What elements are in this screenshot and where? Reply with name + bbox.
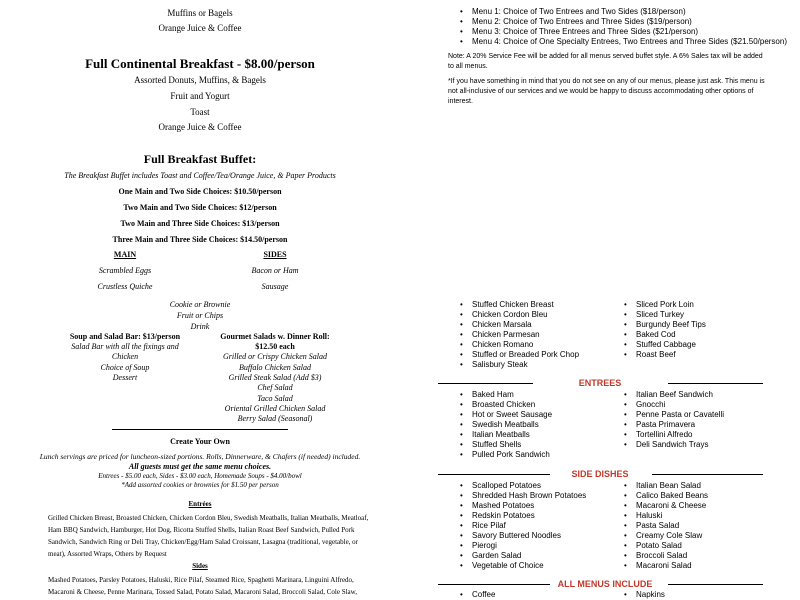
side-item: Bacon or Ham xyxy=(251,266,299,275)
specialty-item: • Sliced Turkey xyxy=(624,310,706,320)
entrees-header: ENTREES xyxy=(578,378,622,388)
create-own-line: Lunch servings are priced for luncheon-sized portions. Rolls, Dinnerware, & Chafers (if needed) included. xyxy=(39,452,361,461)
sides-list-left xyxy=(460,481,586,571)
continental-item: Assorted Donuts, Muffins, & Bagels xyxy=(134,75,266,85)
entree-item: • Italian Meatballs xyxy=(460,430,552,440)
side-item: • Vegetable of Choice xyxy=(460,561,586,571)
menu-option: • Menu 4: Choice of One Specialty Entrees, Two Entrees and Three Sides ($21.50/person) xyxy=(460,37,787,47)
specialty-item: • Chicken Cordon Bleu xyxy=(460,310,579,320)
specialty-item: • Chicken Romano xyxy=(460,340,579,350)
entree-item: • Deli Sandwich Trays xyxy=(624,440,724,450)
soup-salad-line: Chicken xyxy=(111,352,139,361)
include-list-left xyxy=(460,590,495,600)
soup-salad-line: Salad Bar with all the fixings and xyxy=(71,342,179,351)
entree-item: • Swedish Meatballs xyxy=(460,420,552,430)
side-item: • Garden Salad xyxy=(460,551,586,561)
entree-item: • Broasted Chicken xyxy=(460,400,552,410)
specialty-item: • Chicken Parmesan xyxy=(460,330,579,340)
include-list-right xyxy=(624,590,665,600)
side-item: • Italian Bean Salad xyxy=(624,481,708,491)
buffet-price: One Main and Two Side Choices: $10.50/person xyxy=(118,187,282,196)
specialty-item: • Chicken Marsala xyxy=(460,320,579,330)
sides-list-right xyxy=(624,481,708,571)
specialty-item: • Baked Cod xyxy=(624,330,706,340)
muffins-line: Muffins or Bagels xyxy=(167,8,233,18)
entree-item: • Pulled Pork Sandwich xyxy=(460,450,552,460)
full-buffet-subtitle: The Breakfast Buffet includes Toast and Coffee/Tea/Orange Juice, & Paper Products xyxy=(64,171,336,180)
side-item: • Calico Baked Beans xyxy=(624,491,708,501)
include-item: • Napkins xyxy=(624,590,665,600)
divider xyxy=(438,474,550,475)
entree-item: • Tortellini Alfredo xyxy=(624,430,724,440)
oj-line: Orange Juice & Coffee xyxy=(158,23,242,33)
side-item: • Pierogi xyxy=(460,541,586,551)
entrees-list-left xyxy=(460,390,552,460)
buffet-price: Three Main and Three Side Choices: $14.50/person xyxy=(112,235,288,244)
entrees-header: Entrées xyxy=(188,500,212,508)
specialty-item: • Stuffed Cabbage xyxy=(624,340,706,350)
specialty-item: • Roast Beef xyxy=(624,350,706,360)
soup-salad-title: Soup and Salad Bar: $13/person xyxy=(69,332,181,341)
divider xyxy=(652,474,763,475)
side-item: • Shredded Hash Brown Potatoes xyxy=(460,491,586,501)
side-item: • Macaroni & Cheese xyxy=(624,501,708,511)
specialty-list-right xyxy=(624,300,706,360)
entree-item: • Italian Beef Sandwich xyxy=(624,390,724,400)
side-item: • Pasta Salad xyxy=(624,521,708,531)
main-item: Scrambled Eggs xyxy=(98,266,152,275)
entree-item: • Baked Ham xyxy=(460,390,552,400)
side-item: • Macaroni Salad xyxy=(624,561,708,571)
custom-request-note: *If you have something in mind that you do not see on any of our menus, please just ask. This menu is not all-inclusive of our services and we would be happy to discuss accommodating other options of interest. xyxy=(448,78,765,105)
side-item: • Haluski xyxy=(624,511,708,521)
specialty-item: • Stuffed Chicken Breast xyxy=(460,300,579,310)
divider xyxy=(112,429,288,430)
gourmet-item: Grilled Steak Salad (Add $3) xyxy=(228,373,322,382)
divider xyxy=(438,383,533,384)
gourmet-item: Oriental Grilled Chicken Salad xyxy=(224,404,326,413)
cookie-line: Cookie or Brownie xyxy=(169,300,231,309)
menu-option: • Menu 1: Choice of Two Entrees and Two Sides ($18/person) xyxy=(460,7,787,17)
divider xyxy=(668,383,763,384)
main-header: MAIN xyxy=(113,250,137,259)
soup-salad-line: Dessert xyxy=(112,373,138,382)
gourmet-price: $12.50 each xyxy=(255,342,295,351)
create-own-line: All guests must get the same menu choices. xyxy=(128,462,272,471)
specialty-item: • Stuffed or Breaded Pork Chop xyxy=(460,350,579,360)
side-item: • Broccoli Salad xyxy=(624,551,708,561)
buffet-price: Two Main and Three Side Choices: $13/person xyxy=(120,219,280,228)
create-own-title: Create Your Own xyxy=(170,437,230,446)
side-item: • Savory Buttered Noodles xyxy=(460,531,586,541)
entrees-list-right xyxy=(624,390,724,450)
entree-item: • Stuffed Shells xyxy=(460,440,552,450)
side-item: • Potato Salad xyxy=(624,541,708,551)
service-fee-note: Note: A 20% Service Fee will be added for all menus served buffet style. A 6% Sales tax will be added to all menus. xyxy=(448,53,763,70)
gourmet-title: Gourmet Salads w. Dinner Roll: xyxy=(220,332,330,341)
sides-text: Mashed Potatoes, Parsley Potatoes, Haluski, Rice Pilaf, Steamed Rice, Spaghetti Marinara, Linguini Alfredo, Macaroni & Cheese, Penne Marinara, Tossed Salad, Potato Salad, Macaroni Salad, Broccoli Salad, Cole Slaw, xyxy=(48,576,357,596)
gourmet-item: Berry Salad (Seasonal) xyxy=(237,414,313,423)
entree-item: • Pasta Primavera xyxy=(624,420,724,430)
gourmet-item: Chef Salad xyxy=(257,383,293,392)
specialty-item: • Burgundy Beef Tips xyxy=(624,320,706,330)
side-item: Sausage xyxy=(261,282,289,291)
sides-header: SIDES xyxy=(263,250,287,259)
cookie-line: Drink xyxy=(190,322,210,331)
entrees-text: Grilled Chicken Breast, Broasted Chicken, Chicken Cordon Bleu, Swedish Meatballs, Italian Meatballs, Meatloaf, Ham BBQ Sandwich, Hamburger, Hot Dog, Ricotta Stuffed Shells, Italian Roast Beef Sandwich, Pulled Pork Sandwich, Sandwich Ring or Deli Tray, Chicken/Egg/Ham Salad Croissant, Lasagna (traditional, vegetable, or meat), Assorted Wraps, Others by Request xyxy=(48,514,369,558)
continental-item: Toast xyxy=(190,107,210,117)
continental-title: Full Continental Breakfast - $8.00/person xyxy=(85,56,315,71)
gourmet-item: Buffalo Chicken Salad xyxy=(239,363,311,372)
continental-item: Orange Juice & Coffee xyxy=(158,122,242,132)
side-item: • Scalloped Potatoes xyxy=(460,481,586,491)
side-dishes-header: SIDE DISHES xyxy=(571,469,629,479)
divider xyxy=(668,584,763,585)
continental-item: Fruit and Yogurt xyxy=(170,91,230,101)
right-menu-page xyxy=(430,0,800,600)
include-item: • Coffee xyxy=(460,590,495,600)
entree-item: • Gnocchi xyxy=(624,400,724,410)
create-own-line: *Add assorted cookies or brownies for $1.50 per person xyxy=(121,481,279,489)
side-item: • Mashed Potatoes xyxy=(460,501,586,511)
side-item: • Creamy Cole Slaw xyxy=(624,531,708,541)
entree-item: • Penne Pasta or Cavatelli xyxy=(624,410,724,420)
menu-option: • Menu 2: Choice of Two Entrees and Three Sides ($19/person) xyxy=(460,17,787,27)
side-item: • Redskin Potatoes xyxy=(460,511,586,521)
gourmet-item: Grilled or Crispy Chicken Salad xyxy=(223,352,327,361)
all-menus-include-header: ALL MENUS INCLUDE xyxy=(557,579,653,589)
create-own-line: Entrees - $5.00 each, Sides - $3.00 each, Homemade Soups - $4.00/bowl xyxy=(98,472,302,480)
gourmet-item: Taco Salad xyxy=(257,394,293,403)
main-item: Crustless Quiche xyxy=(97,282,153,291)
buffet-price: Two Main and Two Side Choices: $12/person xyxy=(123,203,277,212)
sides-header: Sides xyxy=(192,562,208,570)
cookie-line: Fruit or Chips xyxy=(176,311,224,320)
specialty-list-left xyxy=(460,300,579,370)
side-item: • Rice Pilaf xyxy=(460,521,586,531)
specialty-item: • Sliced Pork Loin xyxy=(624,300,706,310)
specialty-item: • Salisbury Steak xyxy=(460,360,579,370)
full-buffet-title: Full Breakfast Buffet: xyxy=(143,152,257,166)
menu-option: • Menu 3: Choice of Three Entrees and Three Sides ($21/person) xyxy=(460,27,787,37)
entree-item: • Hot or Sweet Sausage xyxy=(460,410,552,420)
soup-salad-line: Choice of Soup xyxy=(100,363,150,372)
divider xyxy=(438,584,550,585)
menu-list xyxy=(460,7,787,47)
